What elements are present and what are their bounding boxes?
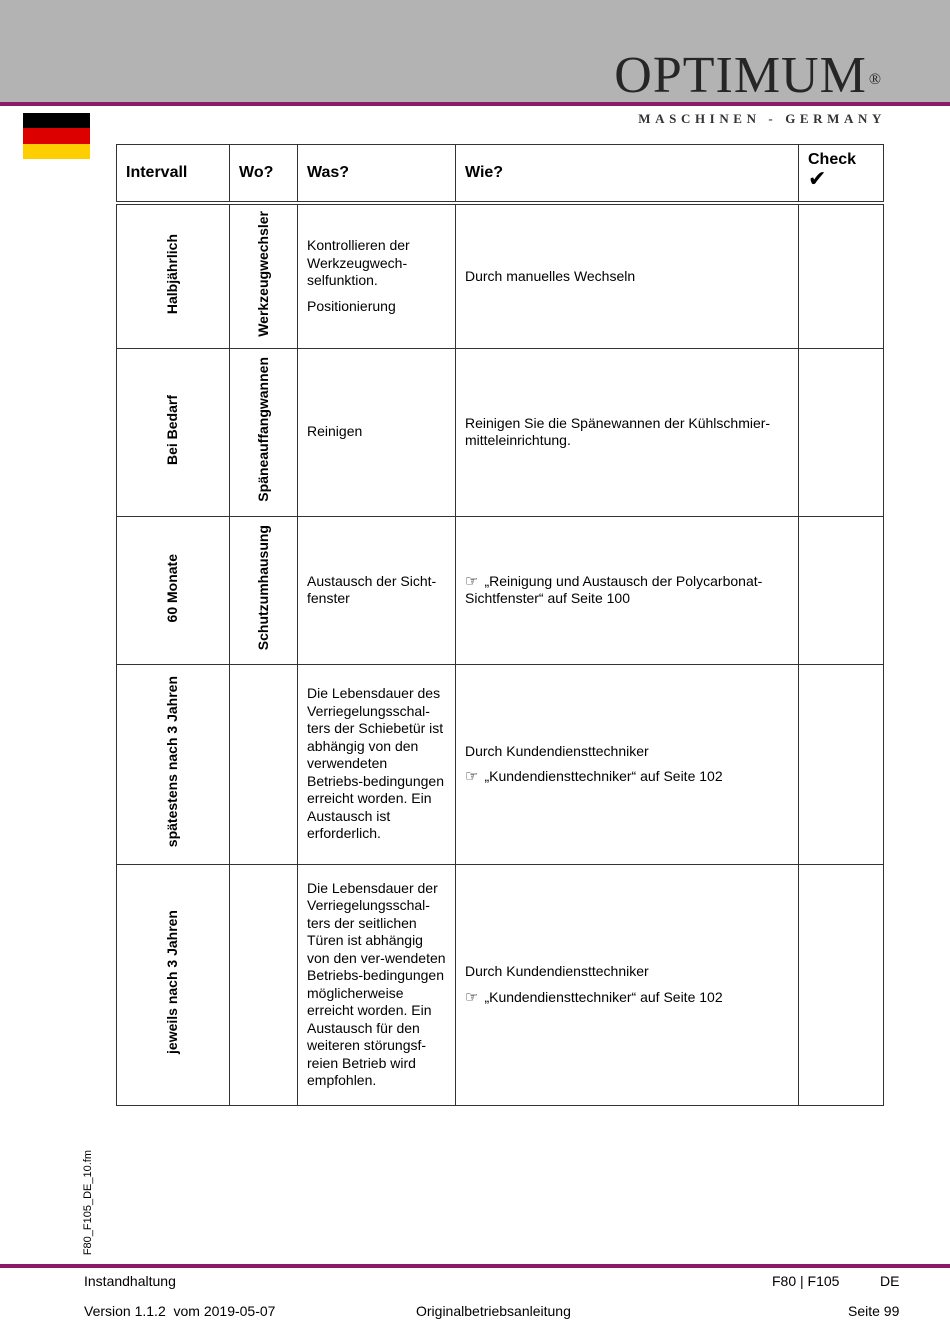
check-cell — [799, 664, 884, 864]
maintenance-table — [116, 144, 884, 1106]
interval-cell — [117, 664, 230, 864]
interval-text: 60 Monate — [164, 553, 181, 622]
method-text: Durch Kundendiensttechniker — [465, 963, 649, 979]
header-was: Was? — [298, 145, 456, 204]
brand-tagline: MASCHINEN - GERMANY — [638, 111, 886, 126]
table-row — [117, 864, 884, 1105]
pointing-hand-icon: ☞ — [465, 572, 479, 590]
method-text: Durch Kundendiensttechniker — [465, 742, 649, 759]
location-cell — [230, 516, 298, 664]
footer-section: Instandhaltung — [84, 1273, 176, 1289]
task-cell — [298, 348, 456, 516]
table-row — [117, 348, 884, 516]
flag-stripe-gold — [23, 144, 90, 159]
footer-doc-type: Originalbetriebsanleitung — [416, 1303, 571, 1319]
method-cell — [456, 664, 799, 864]
interval-text: jeweils nach 3 Jahren — [164, 910, 181, 1055]
check-cell — [799, 516, 884, 664]
task-text: Austausch der Sicht-fenster — [307, 572, 437, 606]
registered-mark: ® — [868, 71, 882, 88]
interval-text: Bei Bedarf — [164, 394, 181, 465]
task-text: Die Lebensdauer der Verriegelungsschal-ters der seitlichen Türen ist abhängig von den ver-wendeten Betriebs-bedingungen möglicherweise erreicht worden. Ein Austausch für den weiteren störungsf-reien Betrieb wird empfohlen. — [307, 879, 446, 1088]
header-intervall: Intervall — [117, 145, 230, 204]
brand-logo — [614, 48, 882, 104]
header-wie: Wie? — [456, 145, 799, 204]
flag-stripe-red — [23, 128, 90, 143]
table-row — [117, 664, 884, 864]
method-cell — [456, 864, 799, 1105]
location-cell — [230, 203, 298, 348]
location-cell — [230, 664, 298, 864]
interval-cell — [117, 864, 230, 1105]
checkmark-icon: ✔ — [808, 166, 827, 191]
task-cell — [298, 664, 456, 864]
task-cell — [298, 516, 456, 664]
location-text: Späneauffangwannen — [254, 357, 271, 503]
interval-cell — [117, 348, 230, 516]
method-text: Reinigen Sie die Spänewannen der Kühlschmier-mitteleinrichtung. — [465, 414, 771, 448]
location-cell — [230, 864, 298, 1105]
check-cell — [799, 864, 884, 1105]
task-text: Die Lebensdauer des Verriegelungsschal-ters der Schiebetür ist abhängig von den verwendeten Betriebs-bedingungen erreicht worden. Ein Austausch ist erforderlich. — [307, 685, 444, 842]
interval-cell — [117, 516, 230, 664]
header-check — [799, 145, 884, 204]
method-text: Durch manuelles Wechseln — [465, 267, 636, 284]
task-text: Reinigen — [307, 423, 363, 440]
method-cell — [456, 203, 799, 348]
task-text: Kontrollieren der Werkzeugwech-selfunktion. — [307, 237, 410, 289]
logo-text: OPTIMUM — [614, 47, 867, 104]
task-cell — [298, 203, 456, 348]
footer-language: DE — [880, 1273, 900, 1289]
method-reference[interactable] — [465, 768, 789, 786]
table-row — [117, 203, 884, 348]
check-cell — [799, 348, 884, 516]
footer-model: F80 | F105 — [772, 1273, 840, 1289]
task-cell — [298, 864, 456, 1105]
flag-stripe-black — [23, 113, 90, 128]
pointing-hand-icon: ☞ — [465, 988, 479, 1006]
german-flag-icon — [23, 113, 90, 159]
footer-page-number: Seite 99 — [848, 1303, 900, 1319]
method-reference[interactable] — [465, 989, 789, 1007]
check-cell — [799, 203, 884, 348]
interval-text: spätestens nach 3 Jahren — [164, 676, 181, 848]
interval-text: Halbjährlich — [164, 233, 181, 315]
task-text: Positionierung — [307, 297, 396, 314]
method-cell — [456, 348, 799, 516]
pointing-hand-icon: ☞ — [465, 768, 479, 785]
location-text: Schutzumhausung — [254, 525, 271, 651]
location-text: Werkzeugwechsler — [254, 211, 271, 337]
source-file-note — [82, 1150, 98, 1255]
footer-rule — [0, 1264, 950, 1268]
check-label: Check — [808, 151, 857, 168]
method-reference[interactable] — [465, 573, 789, 608]
table-row — [117, 516, 884, 664]
table-header-row — [117, 145, 884, 204]
reference-link[interactable]: „Kundendiensttechniker“ auf Seite 102 — [484, 988, 723, 1005]
header-wo: Wo? — [230, 145, 298, 204]
footer-version: Version 1.1.2 vom 2019-05-07 — [84, 1303, 276, 1319]
reference-link[interactable]: „Kundendiensttechniker“ auf Seite 102 — [484, 768, 723, 784]
method-cell — [456, 516, 799, 664]
location-cell — [230, 348, 298, 516]
reference-link[interactable]: „Reinigung und Austausch der Polycarbonat-Sichtfenster“ auf Seite 100 — [465, 572, 763, 606]
source-file-text: F80_F105_DE_10.fm — [82, 1150, 94, 1256]
interval-cell — [117, 203, 230, 348]
